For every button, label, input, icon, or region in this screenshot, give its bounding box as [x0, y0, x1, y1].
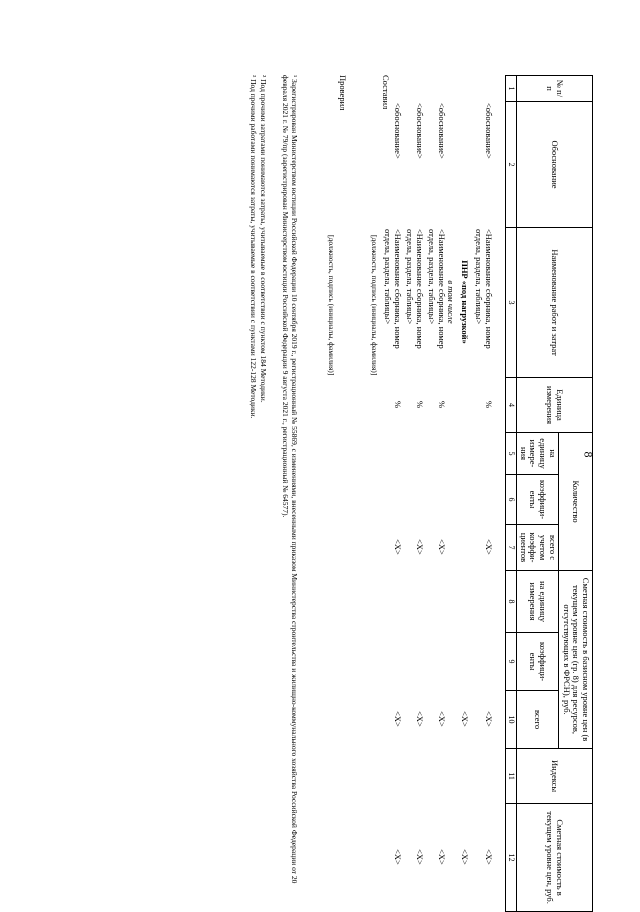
header-col-work-name: Наименование работ и затрат — [517, 228, 593, 378]
page-number: 8 — [581, 451, 596, 458]
header-qty-per-unit: на единицу измере-ния — [517, 433, 559, 475]
composed-caption: [должность, подпись (инициалы, фамилия)] — [370, 235, 379, 376]
col-number: 11 — [506, 749, 517, 804]
unit-cell: % — [393, 400, 403, 409]
footnote-3: ³ Под прочими работами понимаются затраты, учитываемые в соответствии с пунктами 122-128 Методики. — [249, 75, 258, 419]
footnote-1: ¹ Зарегистрирован Министерством юстиции Российской Федерации 10 сентября 2019 г., регистрационный № 55869, с изменениями, внесенными приказом Министерства строительства и жилищно-коммунального хозяйства Российской Федерации от 20 февраля 2021 г. № 79/пр (зарегистрирован Министерством юстиции Российской Федерации 9 августа 2021 г., регистрационный № 64577). — [281, 75, 299, 884]
unit-cell: % — [484, 400, 494, 409]
header-cost: Сметная стоимость в базисном уровне цен (в текущем уровне цен (гр. 8) для ресурсов, отсутствующих в ФРСН), руб. — [559, 571, 593, 749]
work-name-cell: ПНР «под нагрузкой» — [460, 260, 470, 344]
header-cost-total: всего — [517, 691, 559, 749]
work-name-cell: <Наименование сборника, номер отдела, раздела, таблицы> — [427, 229, 447, 349]
current-cost-cell: <X> — [460, 849, 470, 865]
column-number-row — [506, 76, 517, 912]
table-row — [380, 75, 402, 911]
justification-cell: <обоснование> — [437, 103, 447, 159]
cost-total-cell: <X> — [460, 711, 470, 727]
col-number: 4 — [506, 378, 517, 433]
work-name-cell: в том числе — [446, 280, 456, 324]
cost-total-cell: <X> — [393, 711, 403, 727]
justification-cell: <обоснование> — [415, 103, 425, 159]
header-col-justification: Обоснование — [517, 102, 593, 228]
col-number: 6 — [506, 475, 517, 525]
cost-total-cell: <X> — [437, 711, 447, 727]
qty-total-cell: <X> — [415, 539, 425, 555]
header-quantity: Количество — [559, 433, 593, 571]
footnote-2: ² Под прочими затратами понимаются затраты, учитываемые в соответствии с пунктом 184 Методики. — [259, 75, 268, 403]
header-qty-coef: коэффици-енты — [517, 475, 559, 525]
unit-cell: % — [437, 400, 447, 409]
col-number: 9 — [506, 633, 517, 691]
qty-total-cell: <X> — [393, 539, 403, 555]
header-index: Индексы — [517, 749, 593, 804]
qty-total-cell: <X> — [484, 539, 494, 555]
header-qty-total: всего с учетом коэффи-циентов — [517, 525, 559, 571]
col-number: 12 — [506, 804, 517, 912]
current-cost-cell: <X> — [484, 849, 494, 865]
header-cost-per-unit: на единицу измерения — [517, 571, 559, 633]
justification-cell: <обоснование> — [484, 103, 494, 159]
work-name-cell: <Наименование сборника, номер отдела, раздела, таблицы> — [405, 229, 425, 349]
composed-label: Составил — [381, 75, 391, 110]
current-cost-cell: <X> — [415, 849, 425, 865]
estimate-table — [505, 75, 593, 912]
work-name-cell: <Наименование сборника, номер отдела, раздела, таблицы> — [474, 229, 494, 349]
unit-cell: % — [415, 400, 425, 409]
cost-total-cell: <X> — [484, 711, 494, 727]
col-number: 3 — [506, 228, 517, 378]
header-col-unit: Единица измерения — [517, 378, 593, 433]
col-number: 1 — [506, 76, 517, 102]
work-name-cell: <Наименование сборника, номер отдела, раздела, таблицы> — [383, 229, 403, 349]
table-row — [446, 75, 455, 911]
header-current-cost: Сметная стоимость в текущем уровне цен, руб. — [517, 804, 593, 912]
current-cost-cell: <X> — [393, 849, 403, 865]
rotated-document — [93, 75, 593, 911]
current-cost-cell: <X> — [437, 849, 447, 865]
header-cost-coef: коэффици-енты — [517, 633, 559, 691]
col-number: 5 — [506, 433, 517, 475]
checked-caption: [должность, подпись (инициалы, фамилия)] — [327, 235, 336, 376]
col-number: 8 — [506, 571, 517, 633]
checked-label: Проверил — [338, 75, 348, 111]
table-row — [424, 75, 446, 911]
col-number: 2 — [506, 102, 517, 228]
justification-cell: <обоснование> — [393, 103, 403, 159]
cost-total-cell: <X> — [415, 711, 425, 727]
table-row — [469, 75, 493, 911]
table-row — [455, 75, 469, 911]
header-col-number: № п/п — [517, 76, 593, 102]
col-number: 7 — [506, 525, 517, 571]
table-row — [402, 75, 424, 911]
col-number: 10 — [506, 691, 517, 749]
qty-total-cell: <X> — [437, 539, 447, 555]
